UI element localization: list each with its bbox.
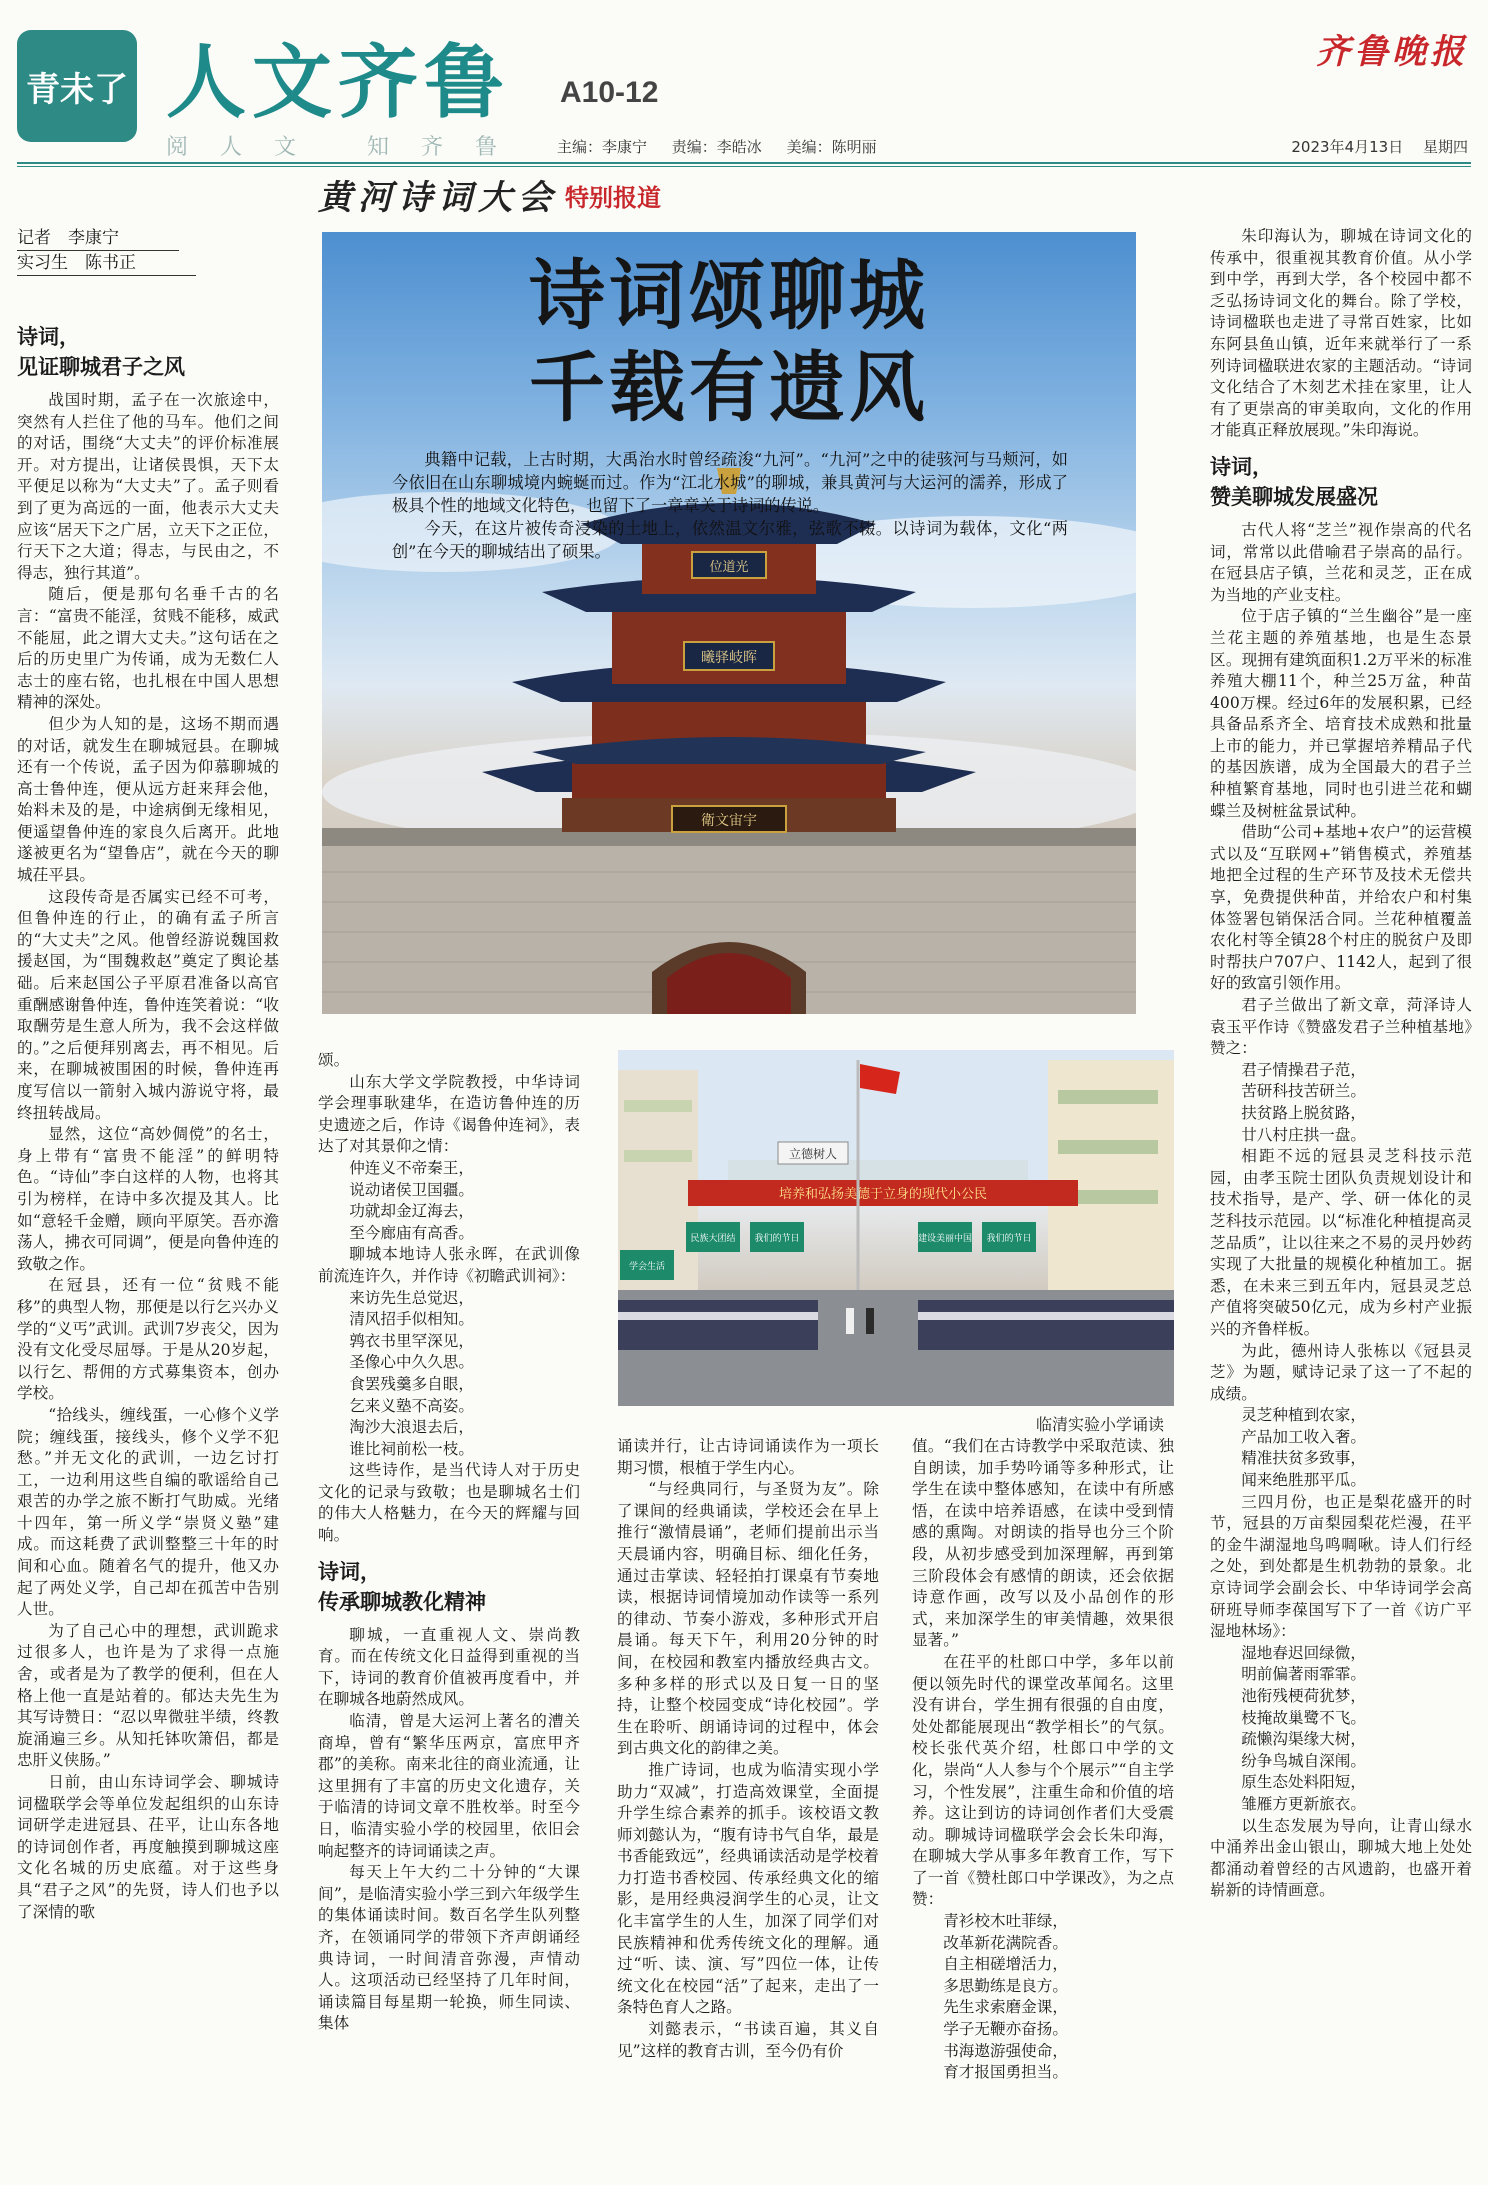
poem-line: 青衫校木吐菲绿，	[943, 1912, 1068, 1931]
column-4	[912, 1436, 1174, 2084]
column-3	[617, 1436, 879, 2062]
poem-line: 自主相磋增活力，	[943, 1955, 1068, 1974]
col5-para: 为此，德州诗人张栋以《冠县灵芝》为题，赋诗记录了这一了不起的成绩。	[1210, 1341, 1472, 1403]
poem-line: 廿八村庄拱一盘。	[1241, 1125, 1366, 1144]
poem-line: 多思勤练是良方。	[943, 1976, 1068, 1995]
hero-image	[322, 232, 1136, 1014]
poem-line: 清风招手似相知。	[349, 1310, 474, 1329]
lead-para-2: 今天，在这片被传奇浸染的土地上，依然温文尔雅，弦歌不辍。以诗词为载体，文化“两创”在今天的聊城结出了硕果。	[392, 519, 1068, 561]
subhead-3: 诗词， 赞美聊城发展盛况	[1210, 454, 1378, 509]
poem-line: 苦研科技苦研兰。	[1241, 1082, 1366, 1101]
issue-date: 2023年4月13日	[1291, 138, 1404, 156]
photo-caption: 临清实验小学诵读	[1036, 1415, 1165, 1434]
board-4: 我们的节日	[986, 1234, 1032, 1244]
editor-credits	[557, 136, 897, 157]
col1-para: 显然，这位“高妙倜傥”的名士，身上带有“富贵不能淫”的鲜明特色。“诗仙”李白这样的人物，也将其引为榜样，在诗中多次提及其人。比如“意轻千金赠，顾向平原笑。吾亦澹荡人，拂衣可同调”，便是向鲁仲连的致敬之作。	[17, 1125, 279, 1273]
col5-para: 借助“公司+基地+农户”的运营模式以及“互联网+”销售模式，养殖基地把全过程的生产环节及技术无偿共享，免费提供种苗，并给农户和村集体签署包销保活合同。兰花种植覆盖农化村等全镇28个村庄的脱贫户及即时帮扶户707户、1142人，起到了很好的致富引领作用。	[1210, 823, 1472, 993]
headline-line-1: 诗词颂聊城	[529, 251, 929, 340]
poem-line: 说动诸侯卫国疆。	[349, 1180, 474, 1199]
special-report-label: 特别报道	[565, 184, 661, 212]
school-banner-text: 培养和弘扬美德于立身的现代小公民	[778, 1187, 988, 1202]
poem-line: 谁比祠前松一枝。	[349, 1439, 474, 1458]
col1-para: 战国时期，孟子在一次旅途中，突然有人拦住了他的马车。他们之间的对话，围绕“大丈夫”的评价标准展开。对方提出，让诸侯畏惧，天下太平便足以称为“大丈夫”了。孟子则看到了更为高远的一面，他表示大丈夫应该“居天下之广居，立天下之正位，行天下之大道；得志，与民由之，不得志，独行其道”。	[17, 391, 279, 582]
poem-line: 圣像心中久久思。	[349, 1353, 474, 1372]
section-title: 人文齐鲁	[166, 36, 510, 129]
board-5: 学会生活	[628, 1262, 666, 1272]
col2-para: 这些诗作，是当代诗人对于历史文化的记录与致敬；也是聊城名士们的伟大人格魅力，在今天的辉耀与回响。	[318, 1461, 580, 1545]
col3-para: 刘懿表示，“书读百遍，其义自见”这样的教育古训，至今仍有价	[617, 2020, 879, 2060]
board-3: 建设美丽中国	[917, 1234, 973, 1244]
poem-line: 改革新花满院香。	[943, 1933, 1068, 1952]
col2-para: 聊城，一直重视人文、崇尚教育。而在传统文化日益得到重视的当下，诗词的教育价值被再度看中，并在聊城各地蔚然成风。	[318, 1625, 580, 1709]
school-photo	[618, 1050, 1174, 1406]
lead-paragraph	[392, 448, 1068, 563]
issue-weekday: 星期四	[1422, 138, 1468, 156]
col5-para: 相距不远的冠县灵芝科技示范园，由孝玉院士团队负责规划设计和技术指导，是产、学、研一体化的灵芝科技示范园。以“标准化种植提高灵芝品质”，让以往来之不易的灵丹妙药实现了大批量的规模化种植加工。据悉，在未来三到五年内，冠县灵芝总产值将突破50亿元，成为乡村产业振兴的齐鲁样板。	[1210, 1147, 1472, 1338]
dateline	[1291, 136, 1468, 157]
poem-line: 灵芝种植到农家，	[1241, 1406, 1366, 1425]
column-2	[318, 1050, 580, 2035]
col2-para: 山东大学文学院教授，中华诗词学会理事耿建华，在造访鲁仲连的历史遗迹之后，作诗《谒鲁仲连祠》，表达了对其景仰之情：	[318, 1072, 580, 1156]
poem-line: 纷争鸟城自深闱。	[1241, 1751, 1366, 1770]
col2-para: 临清，曾是大运河上著名的漕关商埠，曾有“繁华压两京，富庶甲齐郡”的美称。南来北往的商业流通，让这里拥有了丰富的历史文化遗存，关于临清的诗词文章不胜枚举。时至今日，临清实验小学的校园里，依旧会响起整齐的诗词诵读之声。	[318, 1712, 580, 1860]
subhead-2: 诗词， 传承聊城教化精神	[318, 1559, 486, 1614]
subhead-1: 诗词， 见证聊城君子之风	[17, 325, 185, 379]
art-editor: 美编：陈明丽	[786, 138, 877, 156]
col5-para: 位于店子镇的“兰生幽谷”是一座兰花主题的养殖基地，也是生态景区。现拥有建筑面积1.2万平米的标准养殖大棚11个，种兰25万盆，种苗400万棵。经过6年的发展积累，已经具备品系齐全、培育技术成熟和批量上市的能力，并已掌握培养精品子代的基因族谱，成为全国最大的君子兰种植繁育基地，同时也引进兰花和蝴蝶兰及树桩盆景试种。	[1210, 607, 1472, 820]
section-tagline: 阅人文 知齐鲁	[166, 135, 529, 160]
col1-para: 随后，便是那句名垂千古的名言：“富贵不能淫，贫贱不能移，威武不能屈，此之谓大丈夫。”这句话在之后的历史里广为传诵，成为无数仁人志士的座右铭，也扎根在中国人思想精神的深处。	[17, 585, 279, 712]
poem-line: 君子情操君子范，	[1241, 1060, 1366, 1079]
gate-text: 立德树人	[788, 1147, 838, 1161]
poem-line: 池衔残梗荷犹梦，	[1241, 1687, 1366, 1705]
col1-para: 这段传奇是否属实已经不可考，但鲁仲连的行止，的确有孟子所言的“大丈夫”之风。他曾经游说魏国救援赵国，为“围魏救赵”奠定了舆论基础。后来赵国公子平原君准备以高官重酬感谢鲁仲连，鲁仲连笑着说：“收取酬劳是生意人所为，我不会这样做的。”之后便拜别离去，再不相见。后来，在聊城被围困的时候，鲁仲连再度写信以一箭射入城内游说守将，最终扭转战局。	[17, 887, 279, 1122]
col5-para: 以生态发展为导向，让青山绿水中涌养出金山银山，聊城大地上处处都涌动着曾经的古风遗韵，也盛开着崭新的诗情画意。	[1210, 1816, 1472, 1900]
poem-line: 疏懒沟渠缘大树，	[1241, 1730, 1366, 1749]
header-rule	[17, 162, 1471, 164]
reporter-name: 记者 李康宁	[17, 226, 179, 251]
poem-line: 原生态处料阳短，	[1241, 1773, 1366, 1792]
col1-para: 但少为人知的是，这场不期而遇的对话，就发生在聊城冠县。在聊城还有一个传说，孟子因为仰慕聊城的高士鲁仲连，便从远方赶来拜会他，始料未及的是，中途病倒无缘相见，便遥望鲁仲连的家良久后离开。此地遂被更名为“望鲁店”，就在今天的聊城茌平县。	[17, 714, 279, 885]
col1-para: 在冠县，还有一位“贫贱不能移”的典型人物，那便是以行乞兴办义学的“义丐”武训。武训7岁丧父，因为没有文化受尽屈辱。于是从20岁起，以行乞、帮佣的方式募集资本，创办学校。	[17, 1276, 279, 1403]
poem-line: 闻来绝胜那平瓜。	[1241, 1471, 1366, 1490]
col3-para: 推广诗词，也成为临清实现小学助力“双减”，打造高效课堂，全面提升学生综合素养的抓手。该校语文教师刘懿认为，“腹有诗书气自华，最是书香能致远”，经典诵读活动是学校着力打造书香校园、传承经典文化的缩影，是用经典浸润学生的心灵，让文化丰富学生的人生，加深了同学们对民族精神和优秀传统文化的理解。通过“听、读、演、写”四位一体，让传统文化在校园“活”了起来，走出了一条特色育人之路。	[617, 1760, 879, 2017]
column-1	[17, 312, 279, 1923]
event-banner: 黄河诗词大会	[318, 178, 558, 218]
col3-para: “与经典同行，与圣贤为友”。除了课间的经典诵读，学校还会在早上推行“激情晨诵”，老师们提前出示当天晨诵内容，明确目标、细化任务，通过击掌读、轻轻拍打课桌有节奏地读，根据诗词情境加动作读等一系列的律动、节奏小游戏，多种形式开启晨诵。每天下午，利用20分钟的时间，在校园和教室内播放经典古文。多种多样的形式以及日复一日的坚持，让整个校园变成“诗化校园”。学生在聆听、朗诵诗词的过程中，体会到古典文化的韵律之美。	[617, 1480, 879, 1758]
intern-name: 实习生 陈书正	[17, 251, 196, 276]
col5-para: 朱印海认为，聊城在诗词文化的传承中，很重视其教育价值。从小学到中学，再到大学，各个校园中都不乏弘扬诗词文化的舞台。除了学校，诗词楹联也走进了寻常百姓家，比如东阿县鱼山镇，近年来就举行了一系列诗词楹联进农家的主题活动。“诗词文化结合了木刻艺术挂在家里，让人有了更崇高的审美取向，文化的作用才能真正释放展现。”朱印海说。	[1210, 227, 1472, 440]
col5-para: 君子兰做出了新文章，菏泽诗人袁玉平作诗《赞盛发君子兰种植基地》赞之：	[1210, 996, 1472, 1058]
chief-editor: 主编：李康宁	[557, 138, 648, 156]
headline	[322, 250, 1136, 434]
col4-para: 值。“我们在古诗教学中采取范读、独自朗读，加手势吟诵等多种形式，让学生在读中整体感知，在读中有所感悟，在读中培养语感，在读中受到情感的熏陶。对朗读的指导也分三个阶段，从初步感受到加深理解，再到第三阶段体会有感情的朗读，还会依据诗意作画，改写以及小品创作的形式，来加深学生的审美情趣，效果很显著。”	[912, 1437, 1174, 1650]
page-code: A10-12	[560, 76, 659, 109]
col5-para: 古代人将“芝兰”视作崇高的代名词，常常以此借喻君子崇高的品行。在冠县店子镇，兰花和灵芝，正在成为当地的产业支柱。	[1210, 520, 1472, 604]
col2-para: 颂。	[318, 1051, 350, 1069]
duty-editor: 责编：李皓冰	[671, 138, 762, 156]
lead-para-1: 典籍中记载，上古时期，大禹治水时曾经疏浚“九河”。“九河”之中的徒骇河与马颊河，如今依旧在山东聊城境内蜿蜒而过。作为“江北水城”的聊城，兼具黄河与大运河的濡养，形成了极具个性的地域文化特色，也留下了一章章关于诗词的传说。	[392, 450, 1068, 515]
col1-para: “拾线头，缠线蛋，一心修个义学院；缠线蛋，接线头，修个义学不犯愁。”并无文化的武训，一边乞讨打工，一边利用这些自编的歌谣给自己艰苦的办学之旅不断打气助威。光绪十四年，第一所义学“崇贤义塾”建成。而这耗费了武训整整三十年的时间和心血。随着名气的提升，他又办起了两处义学，自己却在孤苦中告别人世。	[17, 1405, 279, 1619]
newspaper-logo: 齐鲁晚报	[1316, 32, 1468, 72]
poem-line: 育才报国勇担当。	[943, 2063, 1068, 2082]
poem-line: 至今廊庙有高香。	[349, 1223, 474, 1242]
poem-line: 雏雁方更新旅衣。	[1241, 1794, 1366, 1813]
col2-para: 每天上午大约二十分钟的“大课间”，是临清实验小学三到六年级学生的集体诵读时间。数百名学生队列整齐，在领诵同学的带领下齐声朗诵经典诗词，一时间清音弥漫，声情动人。这项活动已经坚持了几年时间，诵读篇目每星期一轮换，师生同读、集体	[318, 1863, 580, 2033]
school-recitation-illustration	[618, 1050, 1174, 1406]
poem-line: 枝掩故巢鹭不飞。	[1241, 1708, 1366, 1727]
tower-plaque-mid: 曦驿岐晖	[701, 650, 757, 666]
poem-line: 乞来义塾不高姿。	[349, 1396, 474, 1415]
poem-line: 鹑衣书里罕深见，	[349, 1331, 474, 1350]
poem-line: 扶贫路上脱贫路，	[1241, 1103, 1366, 1122]
header-rule-thin	[17, 166, 1471, 167]
poem-line: 产品加工收入奢。	[1241, 1427, 1366, 1446]
board-2: 我们的节日	[754, 1234, 800, 1244]
poem-line: 明前偏著雨霏霏。	[1241, 1665, 1366, 1684]
tower-plaque-top: 位道光	[709, 560, 749, 575]
poem-line: 功就却金辽海去，	[349, 1202, 474, 1221]
poem-line: 食罢残羹多自眼，	[349, 1374, 474, 1393]
section-logo: 青未了	[17, 30, 137, 142]
poem-line: 先生求索磨金课，	[943, 1998, 1068, 2017]
poem-line: 精准扶贫多致事，	[1241, 1449, 1366, 1468]
poem-line: 来访先生总觉迟，	[349, 1288, 474, 1307]
column-5	[1210, 226, 1472, 1902]
col3-para: 诵读并行，让古诗词诵读作为一项长期习惯，根植于学生内心。	[617, 1437, 879, 1477]
headline-line-2: 千载有遗风	[529, 343, 929, 432]
poem-line: 学子无鞭亦奋扬。	[943, 2020, 1068, 2039]
board-1: 民族大团结	[690, 1234, 736, 1244]
col2-para: 聊城本地诗人张永晖，在武训像前流连许久，并作诗《初瞻武训祠》：	[318, 1245, 580, 1285]
poem-line: 书海遨游强使命，	[943, 2041, 1068, 2060]
col1-para: 为了自己心中的理想，武训跪求过很多人，也许是为了求得一点施舍，或者是为了教学的便利，但在人格上他一直是站着的。郁达夫先生为其写诗赞日：“忍以卑微驻半绩，终教旋涌遍三乡。从知托钵吹箫侣，都是忠肝义侠肠。”	[17, 1621, 279, 1770]
poem-line: 湿地春迟回绿微，	[1241, 1643, 1366, 1662]
col5-para: 三四月份，也正是梨花盛开的时节，冠县的万亩梨园梨花烂漫，茌平的金牛湖湿地鸟鸣啁啾。诗人们行经之处，到处都是生机勃勃的景象。北京诗词学会副会长、中华诗词学会高研班导师李葆国写下了一首《访广平湿地林场》：	[1210, 1492, 1472, 1641]
col1-para: 日前，由山东诗词学会、聊城诗词楹联学会等单位发起组织的山东诗词研学走进冠县、茌平，让山东各地的诗词创作者，再度触摸到聊城这座文化名城的历史底蕴。对于这些身具“君子之风”的先贤，诗人们也予以了深情的歌	[17, 1773, 279, 1921]
tower-plaque-low: 衛文宙宇	[701, 813, 757, 829]
byline	[17, 226, 204, 276]
poem-line: 淘沙大浪退去后，	[349, 1418, 474, 1437]
col4-para: 在茌平的杜郎口中学，多年以前便以领先时代的课堂改革闻名。这里没有讲台，学生拥有很强的自由度，处处都能展现出“教学相长”的气氛。校长张代英介绍，杜郎口中学的文化，崇尚“人人参与个个展示”“自主学习，个性发展”，注重生命和价值的培养。这让到访的诗词创作者们大受震动。聊城诗词楹联学会会长朱印海，在聊城大学从事多年教育工作，写下了一首《赞杜郎口中学课改》，为之点赞：	[912, 1652, 1174, 1909]
poem-line: 仲连义不帝秦王，	[349, 1158, 474, 1177]
